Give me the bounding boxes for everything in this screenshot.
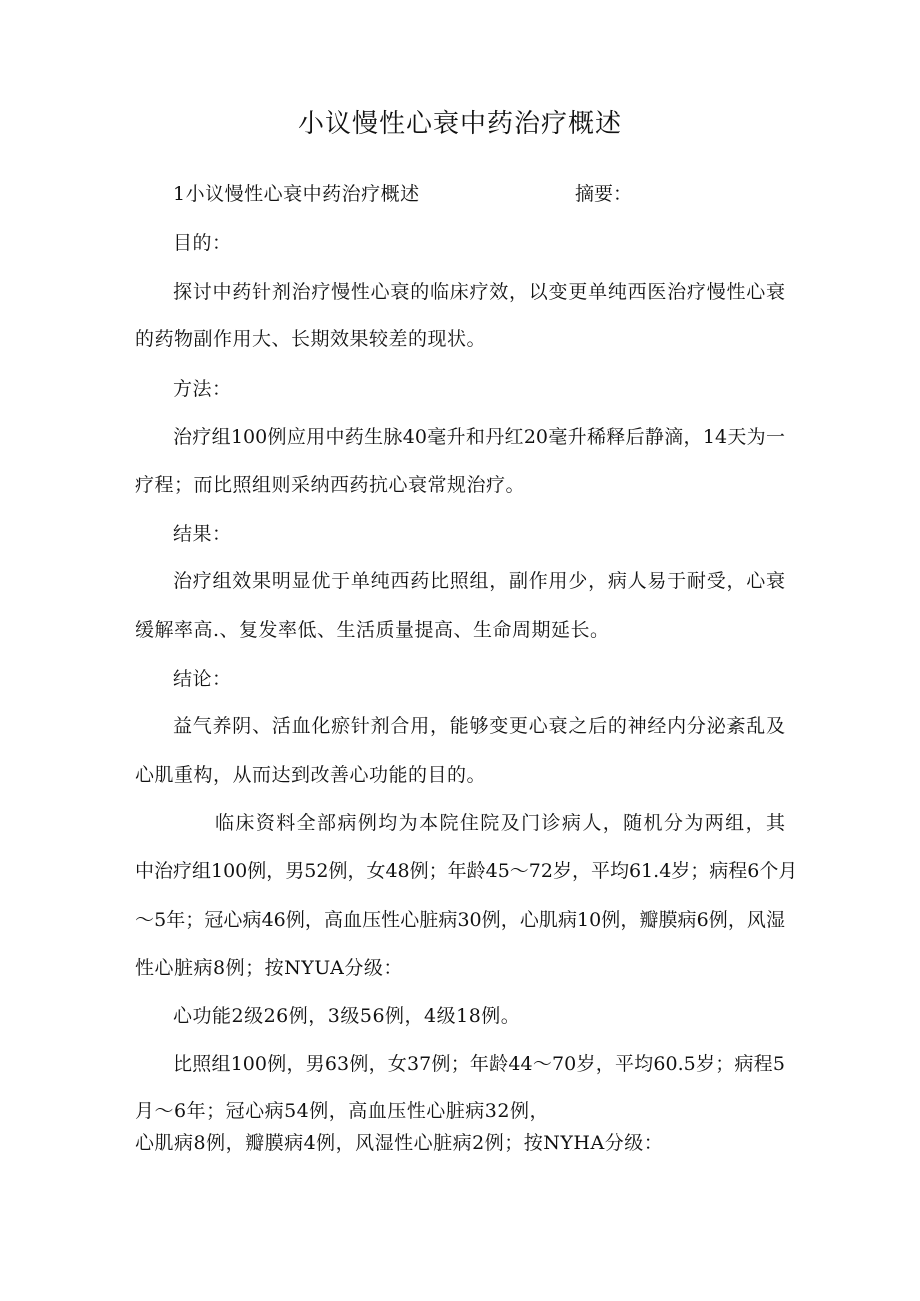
control-group-line-1: 比照组100例，男63例，女37例；年龄44〜70岁，平均60.5岁；病程5 [173,1053,785,1075]
objective-text-line-1: 探讨中药针剂治疗慢性心衰的临床疗效，以变更单纯西医治疗慢性心衰 [173,281,785,303]
heart-function-line: 心功能2级26例，3级56例，4级18例。 [173,1005,521,1027]
control-group-line-3: 心肌病8例，瓣膜病4例，风湿性心脏病2例；按NYHA分级： [135,1132,664,1154]
control-group-line-2: 月〜6年；冠心病54例，高血压性心脏病32例， [135,1100,549,1122]
method-text-line-2: 疗程；而比照组则采纳西药抗心衰常规治疗。 [135,474,526,496]
conclusion-text-line-2: 心肌重构，从而达到改善心功能的目的。 [135,764,487,786]
header-line-left: 1小议慢性心衰中药治疗概述 [173,183,420,205]
conclusion-text-line-1: 益气养阴、活血化瘀针剂合用，能够变更心衰之后的神经内分泌紊乱及 [173,715,785,737]
clinical-data-line-2: 中治疗组100例，男52例，女48例；年龄45〜72岁，平均61.4岁；病程6个月 [135,860,798,882]
clinical-data-line-1: 临床资料全部病例均为本院住院及门诊病人，随机分为两组，其 [215,812,785,834]
document-title: 小议慢性心衰中药治疗概述 [297,109,622,139]
objective-text-line-2: 的药物副作用大、长期效果较差的现状。 [135,328,487,350]
objective-heading: 目的： [173,232,232,254]
result-heading: 结果： [173,523,232,545]
clinical-data-line-3: 〜5年；冠心病46例，高血压性心脏病30例，心肌病10例，瓣膜病6例，风湿 [135,909,785,931]
abstract-label: 摘要： [575,183,633,205]
result-text-line-2: 缓解率高.、复发率低、生活质量提高、生命周期延长。 [135,619,610,641]
result-text-line-1: 治疗组效果明显优于单纯西药比照组，副作用少，病人易于耐受，心衰 [173,570,785,592]
method-text-line-1: 治疗组100例应用中药生脉40毫升和丹红20毫升稀释后静滴，14天为一 [173,426,785,448]
method-heading: 方法： [173,378,232,400]
clinical-data-line-4: 性心脏病8例；按NYUA分级： [135,957,403,979]
conclusion-heading: 结论： [173,668,232,690]
